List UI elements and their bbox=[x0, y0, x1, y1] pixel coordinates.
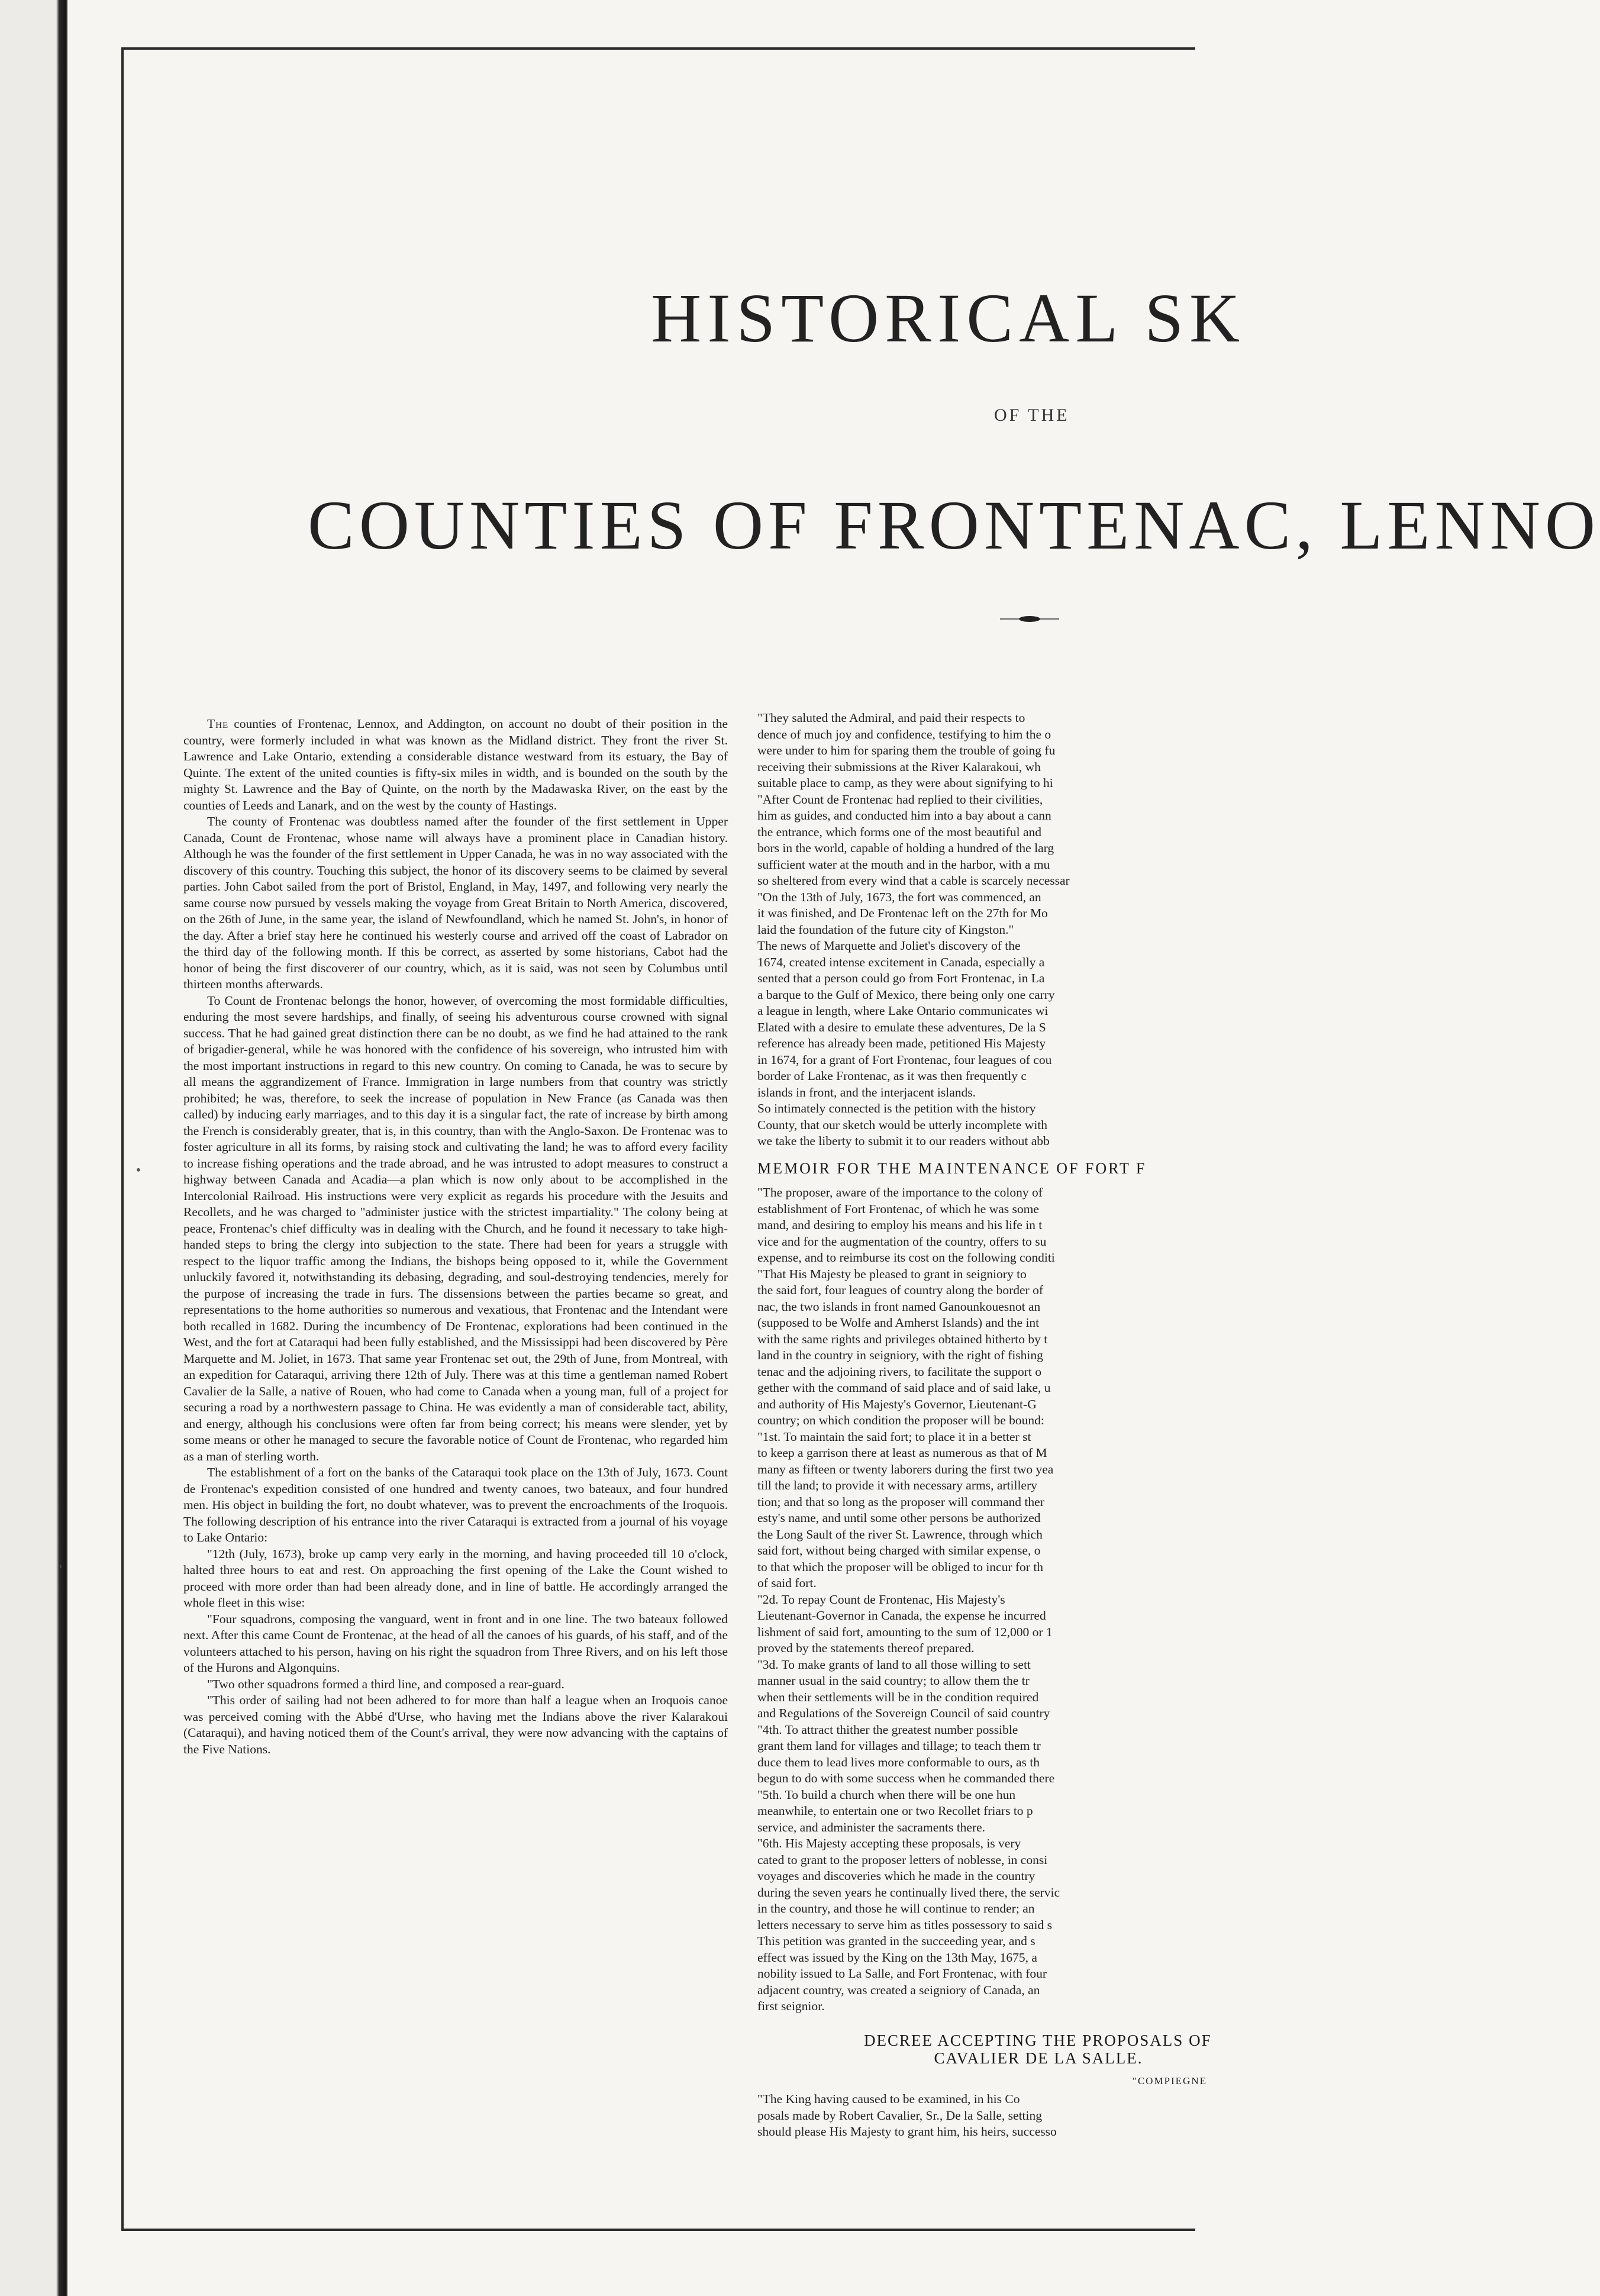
text-line: "4th. To attract thither the greatest number possible bbox=[757, 1722, 1018, 1737]
margin-mark: ' bbox=[59, 1562, 63, 1576]
book-binding-edge bbox=[0, 0, 68, 2296]
text-line: effect was issued by the King on the 13th May, 1675, a bbox=[757, 1950, 1037, 1965]
text-line: This petition was granted in the succeeding year, and s bbox=[757, 1934, 1036, 1948]
text-line: esty's name, and until some other persons be authorized bbox=[757, 1511, 1041, 1525]
text-line: County, that our sketch would be utterly incomplete with bbox=[757, 1117, 1048, 1132]
text-line: reference has already been made, petitioned His Majesty bbox=[757, 1036, 1046, 1050]
text-line: Elated with a desire to emulate these adventures, De la S bbox=[757, 1020, 1046, 1034]
text-line: (supposed to be Wolfe and Amherst Islands) and the int bbox=[757, 1315, 1040, 1330]
text-line: we take the liberty to submit it to our readers without abb bbox=[757, 1134, 1050, 1148]
text-line: posals made by Robert Cavalier, Sr., De la Salle, setting bbox=[757, 2108, 1042, 2123]
paragraph: The establishment of a fort on the banks of the Cataraqui took place on the 13th of July, 1673. Count de Frontenac's expedition consisted of one hundred and twenty canoes, two bateaux, and four hundred men. His object in building the fort, no doubt whatever, was to prevent the encroachments of the Iroquois. The following description of his entrance into the river Cataraqui is extracted from a journal of his voyage to Lake Ontario: bbox=[183, 1465, 728, 1544]
text-line: the said fort, four leagues of country along the border of bbox=[757, 1283, 1043, 1297]
text-line: to keep a garrison there at least as numerous as that of M bbox=[757, 1446, 1047, 1460]
right-column-text bbox=[757, 710, 1212, 2140]
text-line: with the same rights and privileges obtained hitherto by t bbox=[757, 1331, 1048, 1346]
text-line: in 1674, for a grant of Fort Frontenac, four leagues of cou bbox=[757, 1052, 1052, 1067]
text-line: voyages and discoveries which he made in the country bbox=[757, 1869, 1036, 1883]
text-line: till the land; to provide it with necessary arms, artillery bbox=[757, 1478, 1037, 1492]
text-line: first seignior. bbox=[757, 1999, 825, 2013]
text-line: a league in length, where Lake Ontario communicates wi bbox=[757, 1004, 1049, 1018]
text-block bbox=[757, 1185, 1207, 2015]
text-line: the Long Sault of the river St. Lawrence, through which bbox=[757, 1527, 1043, 1542]
text-line: in the country, and those he will continue to render; an bbox=[757, 1901, 1035, 1916]
text-line: and Regulations of the Sovereign Council of said country bbox=[757, 1706, 1050, 1720]
drop-word: The bbox=[207, 717, 229, 731]
ornament-divider bbox=[1000, 614, 1059, 624]
text-line: many as fifteen or twenty laborers during the first two yea bbox=[757, 1462, 1054, 1476]
paragraph: "12th (July, 1673), broke up camp very early in the morning, and having proceeded till 10 o'clock, halted three hours to eat and rest. On approaching the first opening of the Lake the Count wished to proceed with more order than had been already done, and in line of battle. He accordingly arranged the whole fleet in this wise: bbox=[183, 1546, 728, 1610]
text-line: So intimately connected is the petition with the history bbox=[757, 1101, 1036, 1115]
text-line: sented that a person could go from Fort Frontenac, in La bbox=[757, 971, 1045, 985]
text-line: vice and for the augmentation of the country, offers to su bbox=[757, 1234, 1047, 1249]
text-line: were under to him for sparing them the trouble of going fu bbox=[757, 743, 1056, 757]
text-line: "The proposer, aware of the importance to the colony of bbox=[757, 1185, 1043, 1199]
text-line: mand, and desiring to employ his means and his life in t bbox=[757, 1218, 1043, 1232]
text-line: it was finished, and De Frontenac left on the 27th for Mo bbox=[757, 906, 1048, 920]
text-line: begun to do with some success when he commanded there bbox=[757, 1771, 1055, 1785]
paragraph: The counties of Frontenac, Lennox, and Addington, on account no doubt of their position in the country, were formerly included in what was known as the Midland district. They front the river St. Lawrence and Lake Ontario, extending a considerable distance westward from its estuary, the Bay of Quinte. The extent of the united counties is fifty-six miles in width, and is bounded on the south by the mighty St. Lawrence and the Bay of Quinte, on the north by the Madawaska River, on the east by the counties of Leeds and Lanark, and on the west by the county of Hastings. bbox=[183, 717, 728, 812]
text-line: dence of much joy and confidence, testifying to him the o bbox=[757, 727, 1051, 741]
section-heading-memoir: MEMOIR FOR THE MAINTENANCE OF FORT F bbox=[757, 1159, 1147, 1177]
text-line: letters necessary to serve him as titles possessory to said s bbox=[757, 1917, 1052, 1932]
page-title-counties: COUNTIES OF FRONTENAC, LENNO bbox=[308, 486, 1600, 564]
text-line: of said fort. bbox=[757, 1576, 817, 1590]
text-line: so sheltered from every wind that a cable is scarcely necessar bbox=[757, 873, 1070, 888]
text-line: service, and administer the sacraments there. bbox=[757, 1820, 986, 1834]
paragraph: The county of Frontenac was doubtless named after the founder of the first settlement in Upper Canada, Count de Frontenac, whose name will always have a prominent place in Canadian history. Although he was the founder of the first settlement in Upper Canada, he was in no way associated with the discovery of this country. Touching this subject, the honor of its discovery seems to be claimed by several parties. John Cabot sailed from the port of Bristol, England, in May, 1497, and following very nearly the same course now pursued by vessels making the voyage from Great Britain to North America, discovered, on the 26th of June, in the same year, the island of Newfoundland, which he named St. John's, in honor of the day. After a brief stay here he continued his westerly course and arrived off the coast of Labrador on the third day of the following month. If this be correct, as asserted by some historians, Cabot had the honor of being the first discoverer of our country, which, as it is said, was not seen by Columbus until thirteen months afterwards. bbox=[183, 814, 728, 991]
paragraph: "This order of sailing had not been adhered to for more than half a league when an Iroquois canoe was perceived coming with the Abbé d'Urse, who having met the Indians above the river Kalarakoui (Cataraqui), and having noticed them of the Count's arrival, they were now advancing with the captains of the Five Nations. bbox=[183, 1693, 728, 1756]
text-line: receiving their submissions at the River Kalarakoui, wh bbox=[757, 759, 1041, 774]
section-heading-decree-sub: CAVALIER DE LA SALLE. bbox=[934, 2049, 1143, 2067]
text-line: bors in the world, capable of holding a hundred of the larg bbox=[757, 841, 1054, 855]
paragraph: "Four squadrons, composing the vanguard, went in front and in one line. The two bateaux followed next. After this came Count de Frontenac, at the head of all the canoes of his guards, of his staff, and of the volunteers attached to his person, having on his right the squadron from Three Rivers, and on his left those of the Hurons and Algonquins. bbox=[183, 1611, 728, 1675]
page-subtitle: OF THE bbox=[994, 405, 1070, 425]
text-line: "3d. To make grants of land to all those willing to sett bbox=[757, 1657, 1031, 1672]
text-line: border of Lake Frontenac, as it was then frequently c bbox=[757, 1069, 1027, 1083]
text-line: "They saluted the Admiral, and paid their respects to bbox=[757, 711, 1025, 725]
text-line: "After Count de Frontenac had replied to their civilities, bbox=[757, 792, 1043, 807]
text-line: him as guides, and conducted him into a bay about a cann bbox=[757, 808, 1051, 823]
text-line: gether with the command of said place and of said lake, u bbox=[757, 1381, 1051, 1395]
text-line: nobility issued to La Salle, and Fort Frontenac, with four bbox=[757, 1966, 1047, 1981]
text-line: adjacent country, was created a seigniory of Canada, an bbox=[757, 1982, 1040, 1997]
section-heading-decree: DECREE ACCEPTING THE PROPOSALS OF bbox=[864, 2031, 1212, 2049]
text-line: lishment of said fort, amounting to the sum of 12,000 or 1 bbox=[757, 1624, 1053, 1639]
dateline: "COMPIEGNE bbox=[1132, 2075, 1207, 2087]
text-line: said fort, without being charged with similar expense, o bbox=[757, 1543, 1041, 1557]
text-line: sufficient water at the mouth and in the harbor, with a mu bbox=[757, 857, 1050, 872]
text-line: a barque to the Gulf of Mexico, there being only one carry bbox=[757, 987, 1055, 1002]
text-line: establishment of Fort Frontenac, of which he was some bbox=[757, 1201, 1039, 1216]
text-line: should please His Majesty to grant him, his heirs, successo bbox=[757, 2124, 1057, 2139]
text-line: "5th. To build a church when there will be one hun bbox=[757, 1787, 1016, 1802]
text-block bbox=[757, 710, 1207, 1150]
text-line: grant them land for villages and tillage; to teach them tr bbox=[757, 1739, 1041, 1753]
text-line: "1st. To maintain the said fort; to place it in a better st bbox=[757, 1429, 1031, 1444]
text-line: tenac and the adjoining rivers, to facilitate the support o bbox=[757, 1364, 1042, 1379]
text-line: "That His Majesty be pleased to grant in seigniory to bbox=[757, 1266, 1027, 1281]
left-column-text bbox=[183, 716, 728, 1758]
text-line: manner usual in the said country; to allow them the tr bbox=[757, 1673, 1030, 1688]
text-line: to that which the proposer will be obliged to incur for th bbox=[757, 1559, 1044, 1574]
text-line: The news of Marquette and Joliet's discovery of the bbox=[757, 939, 1021, 953]
margin-mark: • bbox=[135, 1163, 142, 1177]
text-line: "2d. To repay Count de Frontenac, His Majesty's bbox=[757, 1592, 1005, 1607]
text-line: the entrance, which forms one of the most beautiful and bbox=[757, 824, 1042, 839]
text-line: during the seven years he continually lived there, the servic bbox=[757, 1885, 1060, 1900]
text-line: proved by the statements thereof prepared. bbox=[757, 1641, 975, 1655]
text-line: nac, the two islands in front named Ganounkouesnot an bbox=[757, 1299, 1041, 1314]
text-block bbox=[757, 2091, 1207, 2140]
text-line: Lieutenant-Governor in Canada, the expense he incurred bbox=[757, 1608, 1046, 1623]
text-line: meanwhile, to entertain one or two Recollet friars to p bbox=[757, 1804, 1033, 1818]
text-line: land in the country in seigniory, with the right of fishing bbox=[757, 1348, 1043, 1362]
text-line: and authority of His Majesty's Governor, Lieutenant-G bbox=[757, 1397, 1037, 1411]
text-line: cated to grant to the proposer letters of noblesse, in consi bbox=[757, 1852, 1048, 1867]
text-line: 1674, created intense excitement in Canada, especially a bbox=[757, 954, 1045, 969]
text-line: islands in front, and the interjacent islands. bbox=[757, 1085, 976, 1099]
text-line: expense, and to reimburse its cost on the following conditi bbox=[757, 1250, 1055, 1265]
text-line: "On the 13th of July, 1673, the fort was commenced, an bbox=[757, 889, 1041, 904]
text-line: laid the foundation of the future city of Kingston." bbox=[757, 922, 1014, 937]
page-title: HISTORICAL SK bbox=[651, 279, 1246, 357]
text-line: country; on which condition the proposer will be bound: bbox=[757, 1413, 1044, 1427]
text-line: duce them to lead lives more conformable to ours, as th bbox=[757, 1755, 1040, 1769]
text-line: suitable place to camp, as they were about signifying to hi bbox=[757, 776, 1053, 790]
text-line: tion; and that so long as the proposer will command ther bbox=[757, 1494, 1044, 1509]
text-line: "The King having caused to be examined, in his Co bbox=[757, 2092, 1020, 2106]
paragraph: To Count de Frontenac belongs the honor, however, of overcoming the most formidable difficulties, enduring the most severe hardships, and finally, of seeing his adventurous course crowned with signal success. That he had gained great distinction there can be no doubt, as we find he had attained to the rank of brigadier-general, while he was honored with the confidence of his sovereign, who intrusted him with the most important instructions in regard to this new country. On coming to Canada, he was to secure by all means the aggrandizement of France. Immigration in large numbers from that country was strictly prohibited; he was, therefore, to seek the increase of population in New France (as Canada was then called) by inducing early marriages, and to this day it is a singular fact, the rate of increase by birth among the French is considerably greater, that is, in this country, than with the Anglo-Saxon. De Frontenac was to foster agriculture in all its forms, by raising stock and cultivating the land; he was to afford every facility to increase fishing operations and the trade abroad, and he was intrusted to adopt measures to construct a highway between Canada and Acadia—a plan which is now only about to be accomplished in the Intercolonial Railroad. His instructions were very explicit as regards his procedure with the Jesuits and Recollets, and he was charged to "administer justice with the strictest impartiality." The colony being at peace, Frontenac's chief difficulty was in dealing with the Church, and he found it necessary to take high-handed steps to bring the clergy into subjection to the state. There had been for years a struggle with respect to the liquor traffic among the Indians, the bishops being opposed to it, while the Government unluckily favored it, notwithstanding its debasing, degrading, and soul-destroying tendencies, merely for the purpose of increasing the trade in furs. The dissensions between the parties became so great, and representations to the home authorities so numerous and vexatious, that Frontenac and the Intendant were both recalled in 1682. During the incumbency of De Frontenac, explorations had been continued in the West, and the fort at Cataraqui had been fully established, and the Mississippi had been discovered by Père Marquette and M. Joliet, in 1673. That same year Frontenac set out, the 29th of June, from Montreal, with an expedition for Cataraqui, arriving there 12th of July. There was at this time a gentleman named Robert Cavalier de la Salle, a native of Rouen, who had come to Canada when a young man, full of a project for securing a road by a northwestern passage to China. He was evidently a man of considerable tact, ability, and energy, although his conclusions were often far from being correct; his means were slender, yet by some means or other he managed to secure the favorable notice of Count de Frontenac, who regarded him as a man of sterling worth. bbox=[183, 993, 728, 1463]
text-line: "6th. His Majesty accepting these proposals, is very bbox=[757, 1836, 1021, 1850]
paragraph: "Two other squadrons formed a third line, and composed a rear-guard. bbox=[207, 1676, 564, 1691]
text-line: when their settlements will be in the condition required bbox=[757, 1689, 1039, 1704]
